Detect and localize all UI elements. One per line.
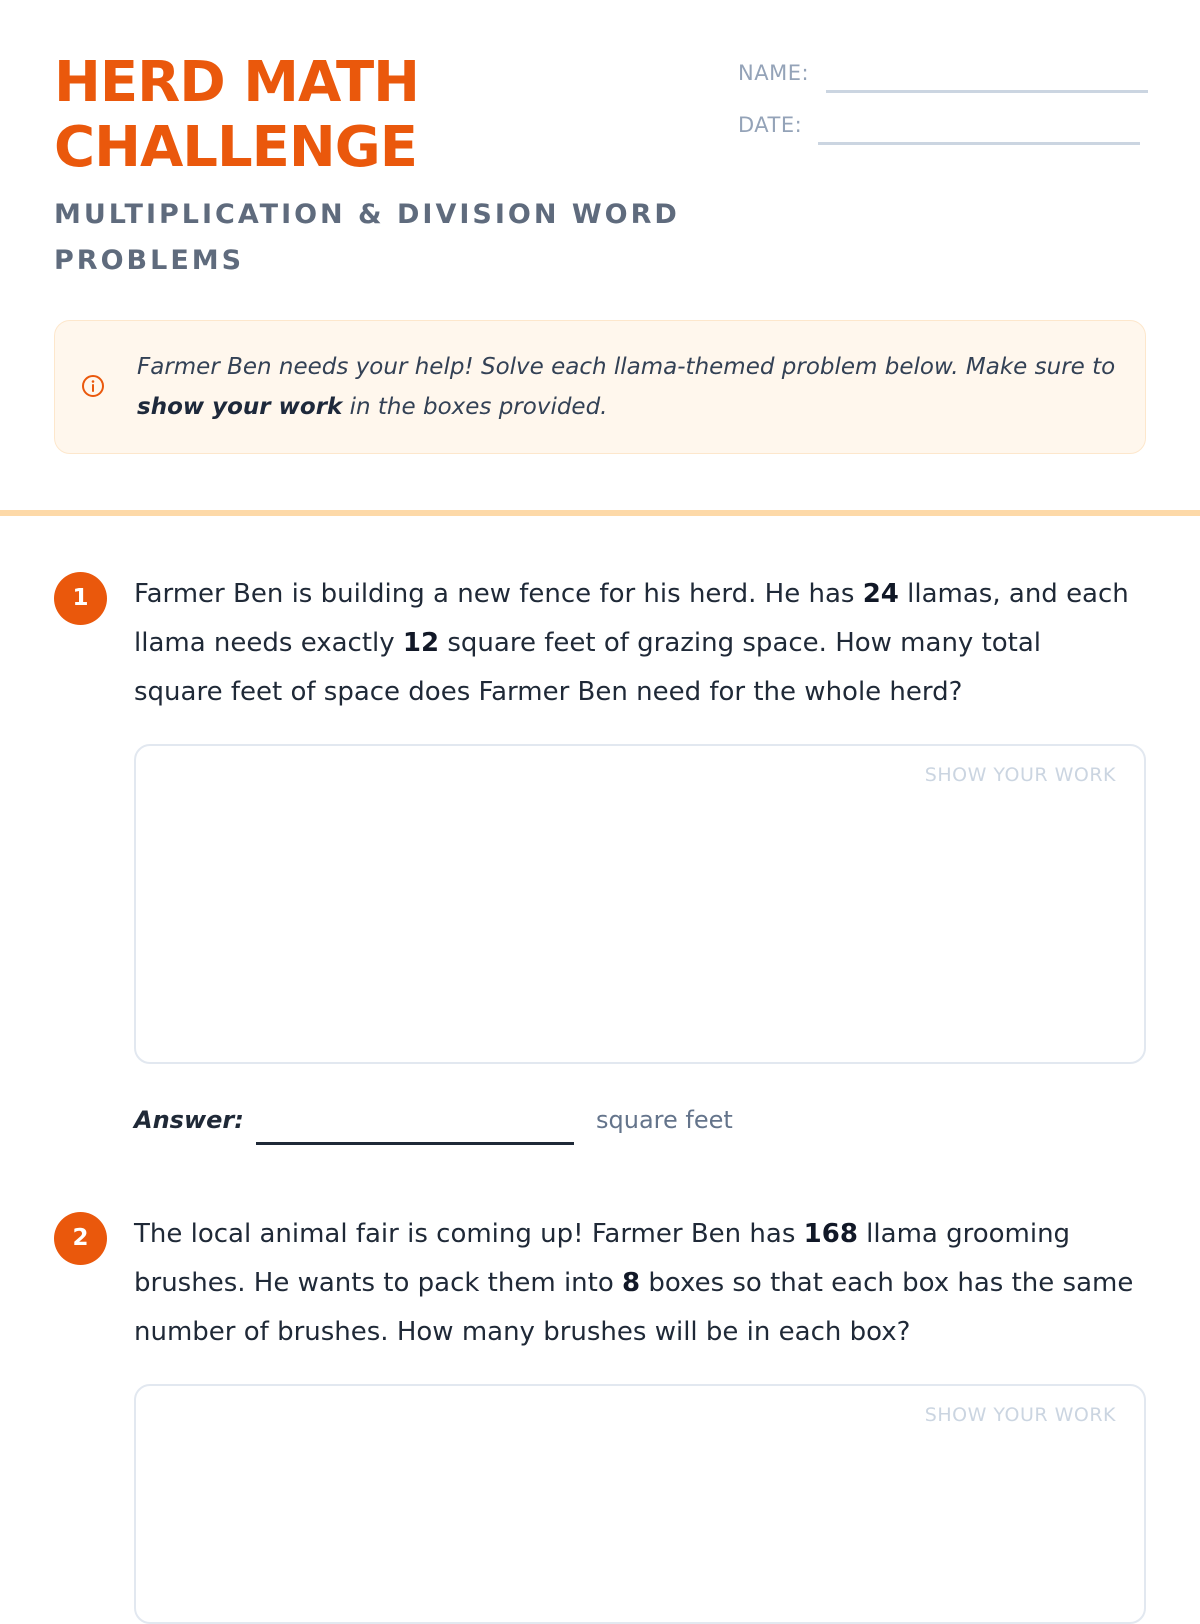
answer-unit: square feet: [596, 1106, 733, 1134]
problem-question: [134, 570, 1134, 717]
question-text: llama grooming brushes. He wants to pack them into: [134, 1219, 1071, 1298]
question-number: 168: [803, 1219, 858, 1249]
student-info: [738, 58, 1148, 162]
question-number: 8: [622, 1268, 641, 1298]
date-label: DATE:: [738, 113, 803, 137]
worksheet-header: [54, 50, 1148, 280]
page-title: HERD MATH CHALLENGE: [54, 50, 420, 180]
instructions-callout: [54, 320, 1146, 454]
work-area-label: SHOW YOUR WORK: [924, 764, 1116, 786]
instructions-emphasis: show your work: [137, 394, 343, 420]
name-row: [738, 58, 1148, 110]
problem-number-badge: 2: [54, 1212, 107, 1265]
section-divider: [0, 510, 1200, 516]
instructions-text-part: in the boxes provided.: [342, 394, 608, 420]
question-text: boxes so that each box has the same number of brushes. How many brushes will be in each box?: [134, 1268, 1134, 1347]
answer-row: [134, 1100, 834, 1150]
instructions-text-part: Farmer Ben needs your help! Solve each llama-themed problem below. Make sure to: [137, 354, 1116, 380]
page-subtitle: MULTIPLICATION & DIVISION WORD PROBLEMS: [54, 199, 680, 276]
instructions-text: [137, 347, 1127, 427]
question-number: 12: [402, 628, 440, 658]
work-area[interactable]: [134, 744, 1146, 1064]
question-number: 24: [862, 579, 899, 609]
name-field[interactable]: [826, 90, 1148, 93]
date-field[interactable]: [818, 142, 1140, 145]
question-text: square feet of grazing space. How many total square feet of space does Farmer Ben need for the whole herd?: [134, 628, 1042, 707]
question-text: llamas, and each llama needs exactly: [134, 579, 1129, 658]
work-area[interactable]: [134, 1384, 1146, 1624]
info-circle-icon: [81, 374, 105, 398]
problem-question: [134, 1210, 1134, 1357]
question-text: Farmer Ben is building a new fence for his herd. He has: [134, 579, 863, 609]
question-text: The local animal fair is coming up! Farmer Ben has: [134, 1219, 804, 1249]
name-label: NAME:: [738, 61, 810, 85]
problem-number-badge: 1: [54, 572, 107, 625]
work-area-label: SHOW YOUR WORK: [924, 1404, 1116, 1426]
answer-label: Answer:: [134, 1106, 244, 1134]
answer-field[interactable]: [256, 1142, 574, 1145]
date-row: [738, 110, 1148, 162]
